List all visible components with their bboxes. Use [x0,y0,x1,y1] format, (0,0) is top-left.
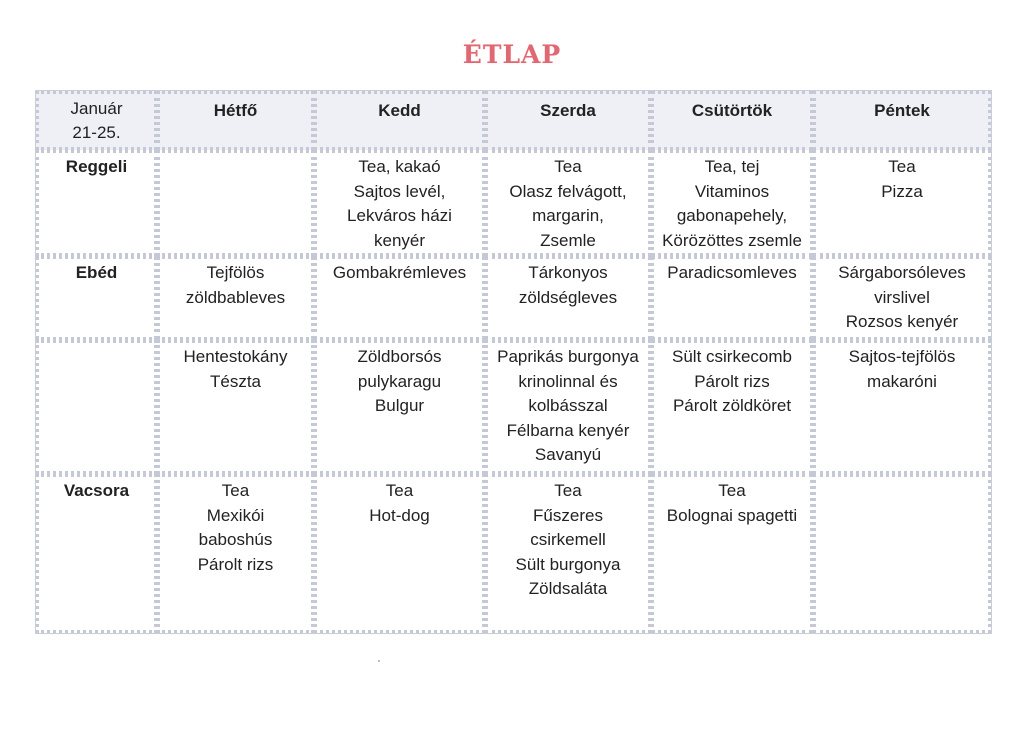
dish-line: Félbarna kenyér [506,420,630,440]
dish-line: Pizza [881,181,923,201]
menu-cell-friday [813,256,991,340]
dish-line: Sárgaborsóleves [838,263,966,282]
day-header-friday: Péntek [813,91,991,150]
date-range-cell [36,91,157,150]
meal-label: Ebéd [36,256,157,340]
dish-line: Sült burgonya [515,554,621,574]
dish-line: Tészta [209,371,262,391]
dish-line: Tea [888,157,916,176]
dish-line: Körözöttes zsemle [662,230,802,250]
dish-line: Vitaminos [694,181,770,201]
dish-line: Gombakrémleves [332,263,467,282]
dish-line: Párolt rizs [197,554,274,574]
menu-cell-monday [157,340,314,474]
dish-line: pulykaragu [357,371,442,391]
menu-cell-wednesday [485,150,651,256]
menu-cell-thursday [651,340,813,474]
meal-row-lunch-soup [36,256,991,340]
menu-cell-wednesday [485,340,651,474]
dish-line: Tea, tej [704,157,760,176]
dish-line: Párolt zöldköret [672,396,792,415]
dish-line: virslivel [874,287,930,307]
menu-cell-monday [157,474,314,633]
day-header-monday: Hétfő [157,91,314,150]
day-header-tuesday: Kedd [314,91,485,150]
dish-line: kenyér [373,230,426,250]
dish-line: Tea [554,481,582,500]
dish-line: makaróni [867,371,937,391]
dish-line: gabonapehely, [676,206,788,225]
dish-line: Rozsos kenyér [845,312,959,331]
dish-line: Tejfölös [206,263,265,282]
menu-cell-monday [157,150,314,256]
dish-line: kolbásszal [528,396,608,415]
dish-line: csirkemell [530,530,606,549]
dish-line: margarin, [532,206,604,225]
dish-line: Sajtos-tejfölös [848,347,956,366]
day-header-thursday: Csütörtök [651,91,813,150]
dish-line: Lekváros házi [347,206,452,225]
dish-line: Bolognai spagetti [666,505,798,525]
dish-line: Savanyú [534,445,602,464]
menu-cell-wednesday [485,474,651,633]
menu-cell-tuesday [314,150,485,256]
menu-title: ÉTLAP [462,40,562,69]
dish-line: Sült csirkecomb [672,347,792,366]
date-month: Január [70,99,123,118]
meal-row-breakfast [36,150,991,256]
dish-line: Tea [385,481,414,500]
menu-cell-friday [813,474,991,633]
dish-line: Párolt rizs [694,371,770,391]
dish-line: Tea, kakaó [358,157,441,176]
dish-line: Zöldsaláta [528,579,608,598]
dish-line: Sajtos levél, [353,181,446,201]
dish-line: Zöldborsós [357,347,442,366]
paper-speck [378,660,380,662]
meal-row-dinner [36,474,991,633]
day-header-wednesday: Szerda [485,91,651,150]
dish-line: Tea [554,157,582,176]
dish-line: Mexikói [206,505,265,525]
dish-line: Paradicsomleves [667,263,797,282]
dish-line: Bulgur [374,396,425,415]
dish-line: Olasz felvágott, [509,181,627,201]
menu-cell-friday [813,150,991,256]
dish-line: baboshús [198,530,273,549]
menu-cell-tuesday [314,340,485,474]
menu-cell-monday [157,256,314,340]
dish-line: Zsemle [540,230,596,250]
menu-cell-tuesday [314,256,485,340]
dish-line: Fűszeres [533,505,603,525]
dish-line: Paprikás burgonya [497,347,639,366]
dish-line: Tárkonyos [528,263,608,282]
meal-label [36,340,157,474]
dish-line: krinolinnal és [518,371,618,391]
dish-line: Hentestokány [183,347,288,366]
meal-label: Vacsora [36,474,157,633]
dish-line: Tea [718,481,746,500]
menu-cell-friday [813,340,991,474]
dish-line: Hot-dog [369,505,430,525]
meal-label: Reggeli [36,150,157,256]
menu-cell-tuesday [314,474,485,633]
menu-cell-wednesday [485,256,651,340]
header-row [36,91,991,150]
menu-cell-thursday [651,256,813,340]
menu-cell-thursday [651,150,813,256]
date-days: 21-25. [72,123,121,142]
meal-row-lunch-main [36,340,991,474]
dish-line: Tea [221,481,250,500]
dish-line: zöldbableves [185,287,286,307]
dish-line: zöldségleves [518,287,618,307]
weekly-menu-table [36,91,991,633]
menu-cell-thursday [651,474,813,633]
